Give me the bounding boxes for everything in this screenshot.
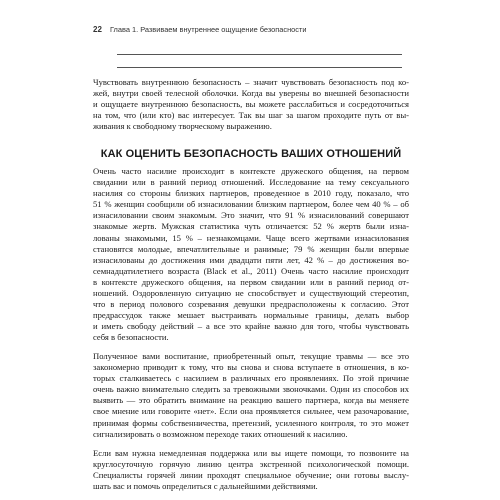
text-line: сигнализировать о возможном переходе таких отношений к насилию. [93,428,348,439]
blank-writing-line-2 [117,67,402,68]
text-line: и ощущаете внутреннюю безопасность, вы можете расслабиться и сосредоточиться [93,99,409,110]
running-header [93,25,306,34]
text-line: живания к свободному творческому выражению. [93,121,272,132]
text-line: ношений. Оздоровленную ситуацию не способствует и существующий стереотип, [93,288,409,299]
section-heading: КАК ОЦЕНИТЬ БЕЗОПАСНОСТЬ ВАШИХ ОТНОШЕНИЙ [100,148,402,160]
text-line: лованы знакомыми, 15 % – незнакомцами. Чаще всего жертвами изнасилования [93,232,409,243]
text-line: Если вам нужна немедленная поддержка или вы ищете помощи, то позвоните на [93,448,409,458]
paragraph-2 [93,351,409,440]
text-line: знакомые жертв. Мужская статистика чуть отличается: 52 % жертв были изна- [93,221,409,232]
text-line: себя в безопасности. [93,332,169,343]
text-line: закономерно приводит к тому, что вы снова и снова вступаете в отношения, в ко- [93,362,409,373]
text-line: жей, внутри своей телесной оболочки. Когда вы уверены во внешней безопасности [93,88,409,99]
text-line: шать вас и помочь определиться с дальнейшими действиями. [93,481,318,492]
text-line: принимая формы собственничества, претензий, усиленного контроля, то это может [93,417,409,428]
text-line: очень важно внимательно следить за тревожными звоночками. Один из способов их [93,384,409,395]
text-line: 51 % женщин сообщили об изнасиловании близким партнером, более чем 40 % – об [93,199,409,210]
text-line: изнасилованы до достижения ими двадцати пяти лет, 42 % – до достижения во- [93,254,409,265]
text-line: в контексте дружеского общения, на первом свидании или в ранний период от- [93,276,409,287]
text-line: и иметь свободу действий – а все это крайне важно для того, чтобы чувствовать [93,321,409,332]
text-line: насилия со стороны близких партнеров, проведенное в 2010 году, показало, что [93,188,409,199]
text-line: предрассудок также мешает выстраивать нормальные границы, делать выбор [93,310,409,321]
chapter-title: Глава 1. Развиваем внутреннее ощущение безопасности [109,25,307,34]
text-line: Полученное вами воспитание, приобретенный опыт, текущие травмы — все это [93,351,409,361]
text-line: выявить — это обратить внимание на реакцию вашего партнера, когда вы меняете [93,395,409,406]
text-line: круглосуточную горячую линию центра экстренной психологической помощи. [93,459,409,470]
paragraph-3 [93,448,409,492]
text-line: свидании или в ранний период отношений. Исследование на тему сексуального [93,177,409,188]
text-line: становятся молодые, впечатлительные и ранимые; 79 % женщин были впервые [93,243,409,254]
page-number: 22 [93,25,102,34]
text-line: Чувствовать внутреннюю безопасность – значит чувствовать безопасность под ко- [93,77,409,87]
paragraph-1 [93,166,409,344]
text-line: свое мнение или говорите «нет». Если она проявляется сильнее, чем разочарование, [93,406,409,417]
text-line: изнасиловании своим знакомым. Это значит, что 91 % изнасилований совершают [93,210,409,221]
text-line: на том, что (или кто) вас интересует. Так вы шаг за шагом проходите путь от вы- [93,110,409,121]
intro-paragraph [93,77,409,132]
text-line: Очень часто насилие происходит в контексте дружеского общения, на первом [93,166,409,176]
text-line: Специалисты горячей линии проходят специальное обучение; они готовы выслу- [93,470,409,481]
text-line: семнадцатилетнего возраста (Black et al., 2011) Очень часто насилие происходит [93,265,409,276]
text-line: что в период полового созревания девушки предрасположены к согласию. Этот [93,299,409,310]
blank-writing-line-1 [117,54,402,55]
text-line: торых сталкиваетесь с насилием в различных его проявлениях. По этой причине [93,373,409,384]
